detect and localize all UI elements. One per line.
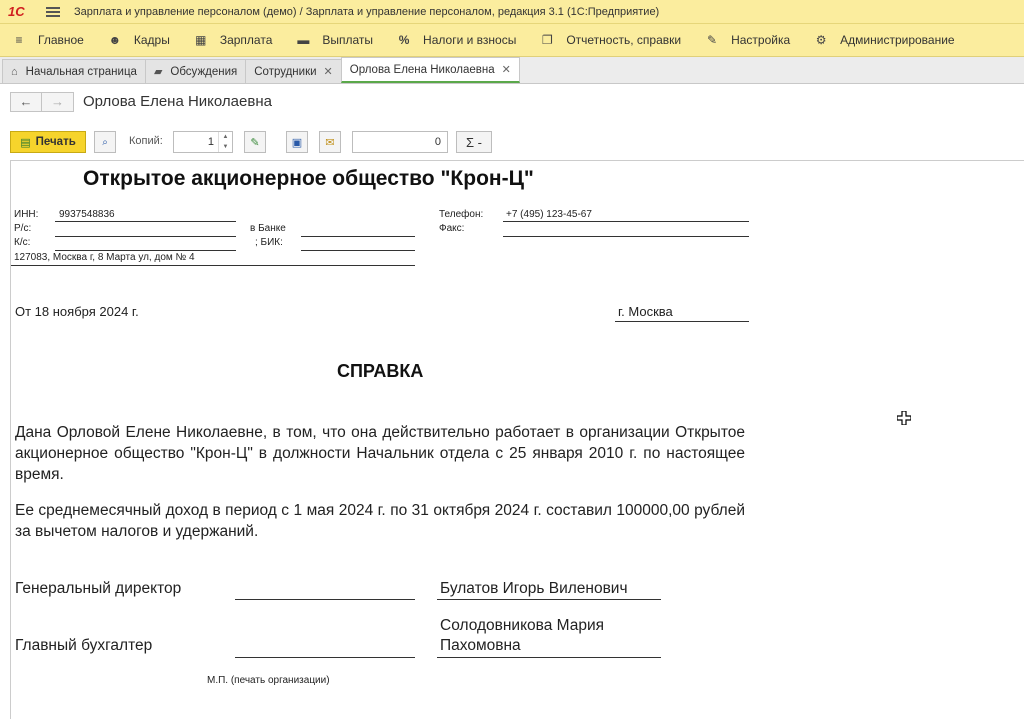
tab-discussions[interactable] (145, 59, 246, 83)
accountant-signature-line (235, 657, 415, 658)
copies-value: 1 (207, 136, 214, 148)
fax-label: Факс: (439, 223, 465, 234)
document-city: г. Москва (618, 304, 673, 319)
director-title: Генеральный директор (15, 580, 182, 597)
tab-label: Обсуждения (170, 65, 238, 78)
menu-item-hr[interactable] (106, 24, 170, 56)
close-icon[interactable]: ✕ (501, 64, 511, 76)
chat-icon: ▰ (153, 66, 163, 78)
pencil-icon: ✎ (250, 136, 260, 149)
save-button[interactable] (286, 131, 308, 153)
title-bar (0, 0, 1024, 24)
window-title: Зарплата и управление персоналом (демо) / Зарплата и управление персоналом, редакция 3.1 (1С:Предприятие) (74, 5, 660, 18)
form-title: Орлова Елена Николаевна (83, 93, 272, 110)
people-icon: ☻ (108, 33, 122, 47)
rs-underline (55, 236, 236, 237)
tab-label: Орлова Елена Николаевна (349, 63, 495, 76)
fax-underline (503, 236, 749, 237)
phone-label: Телефон: (439, 209, 484, 220)
menu-item-label: Настройка (731, 33, 791, 47)
send-email-button[interactable] (319, 131, 341, 153)
director-name-underline (437, 599, 661, 600)
calculator-icon: ▦ (195, 33, 207, 47)
bik-label: ; БИК: (255, 237, 283, 248)
menu-item-payments[interactable] (294, 24, 373, 56)
phone-underline (503, 221, 749, 222)
menu-item-settings[interactable] (703, 24, 790, 56)
app-logo: 1С (8, 3, 25, 19)
print-button-label: Печать (35, 136, 76, 148)
copies-label: Копий: (129, 135, 163, 147)
copies-input[interactable] (173, 131, 233, 153)
address-underline (11, 265, 415, 266)
accountant-name-line1: Солодовникова Мария (440, 617, 605, 634)
back-button[interactable]: ← (10, 92, 42, 112)
percent-icon: % (398, 33, 410, 47)
certificate-page (11, 161, 1024, 719)
tab-employees[interactable] (245, 59, 342, 83)
inn-label: ИНН: (14, 209, 39, 220)
print-button[interactable] (10, 131, 86, 153)
inn-value: 9937548836 (59, 209, 115, 220)
menu-item-taxes[interactable] (395, 24, 516, 56)
printer-icon: ▤ (20, 136, 31, 149)
documents-icon: ❐ (541, 33, 553, 47)
menu-item-label: Главное (38, 33, 84, 47)
director-signature-line (235, 599, 415, 600)
bank-label: в Банке (250, 223, 286, 234)
bik-underline (301, 250, 415, 251)
menu-item-salary[interactable] (192, 24, 273, 56)
wrench-icon: ✎ (707, 33, 718, 47)
ks-label: К/с: (14, 237, 31, 248)
menu-item-label: Кадры (133, 33, 170, 47)
menu-item-label: Налоги и взносы (423, 33, 517, 47)
organization-name: Открытое акционерное общество "Крон-Ц" (83, 167, 534, 190)
tab-employee-card[interactable] (341, 57, 520, 83)
close-icon[interactable]: ✕ (323, 66, 333, 78)
envelope-icon: ✉ (325, 136, 335, 149)
sections-menu (0, 24, 1024, 57)
hamburger-icon: ≡ (15, 33, 23, 47)
menu-item-label: Выплаты (322, 33, 374, 47)
tab-label: Сотрудники (254, 65, 317, 78)
phone-value: +7 (495) 123-45-67 (506, 209, 592, 220)
director-name: Булатов Игорь Виленович (440, 580, 628, 597)
floppy-icon: ▣ (291, 136, 303, 149)
document-date: От 18 ноября 2024 г. (15, 304, 139, 319)
spreadsheet-document[interactable] (10, 160, 1024, 719)
menu-item-admin[interactable] (812, 24, 954, 56)
rs-label: Р/с: (14, 223, 32, 234)
tab-home-page[interactable] (2, 59, 146, 83)
certificate-paragraph-employment: Дана Орловой Елене Николаевне, в том, что она действительно работает в организации Открытое акционерное общество "Крон-Ц" в должности Начальник отдела с 25 января 2010 г. по настоящее время. (15, 424, 745, 483)
report-toolbar (10, 131, 1010, 155)
menu-item-label: Отчетность, справки (566, 33, 682, 47)
stamp-note: М.П. (печать организации) (207, 675, 330, 686)
accountant-name-underline (437, 657, 661, 658)
tab-label: Начальная страница (25, 65, 137, 78)
sum-menu-button[interactable]: Σ - (456, 131, 492, 153)
preview-button[interactable] (94, 131, 116, 153)
organization-address: 127083, Москва г, 8 Марта ул, дом № 4 (14, 252, 195, 263)
wallet-icon: ▬ (297, 33, 310, 47)
document-heading: СПРАВКА (337, 361, 424, 381)
bank-underline (301, 236, 415, 237)
magnifier-icon: ⌕ (102, 136, 108, 148)
main-menu-icon[interactable] (46, 7, 60, 17)
gear-icon: ⚙ (815, 33, 827, 47)
city-underline (615, 321, 749, 322)
accountant-title: Главный бухгалтер (15, 637, 153, 654)
home-icon: ⌂ (11, 65, 18, 78)
ks-underline (55, 250, 236, 251)
certificate-paragraph-income: Ее среднемесячный доход в период с 1 мая 2024 г. по 31 октября 2024 г. составил 100000,00 рублей за вычетом налогов и удержаний. (15, 502, 745, 540)
navigation-buttons (10, 92, 74, 112)
edit-button[interactable] (244, 131, 266, 153)
menu-item-main[interactable] (10, 24, 84, 56)
copies-stepper[interactable]: ▲ ▼ (218, 132, 232, 152)
menu-item-label: Администрирование (840, 33, 955, 47)
open-windows-tabs (0, 57, 1024, 84)
inn-underline (55, 221, 236, 222)
crosshair-cursor-icon (897, 411, 911, 425)
accountant-name-line2: Пахомовна (440, 637, 521, 654)
sum-value-field[interactable]: 0 (352, 131, 448, 153)
menu-item-reports[interactable] (538, 24, 681, 56)
forward-button[interactable]: → (42, 92, 74, 112)
menu-item-label: Зарплата (219, 33, 273, 47)
